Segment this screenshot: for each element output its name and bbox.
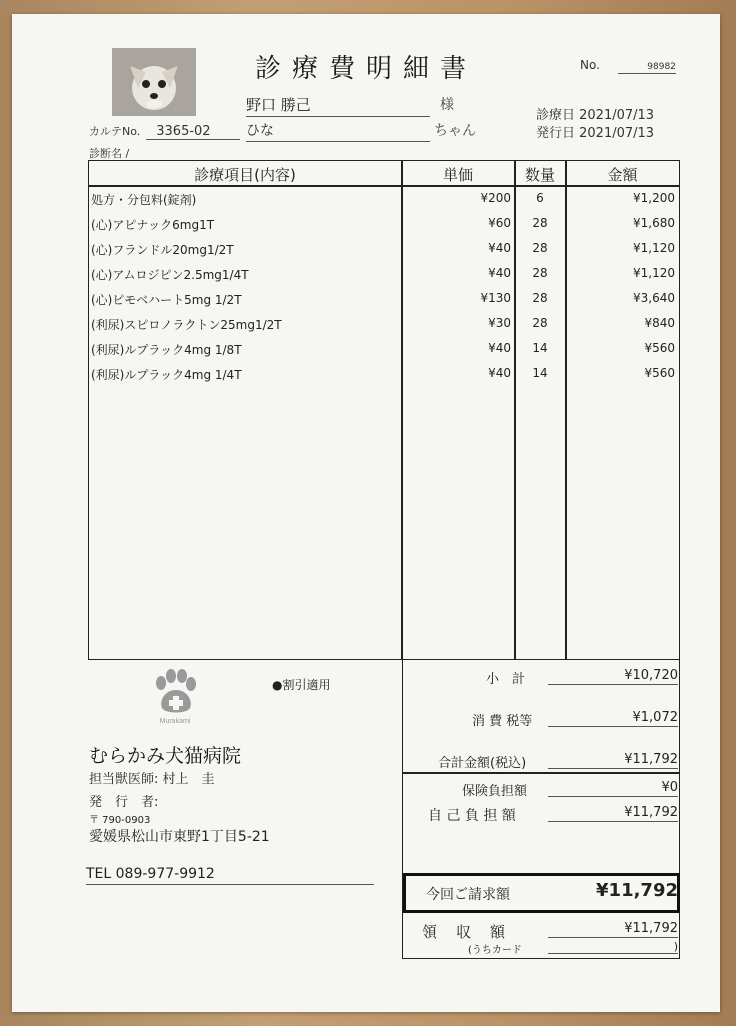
header-divider [89, 185, 679, 187]
card-close: ) [548, 940, 678, 954]
row-item: (心)アムロジピン2.5mg1/4T [91, 268, 249, 282]
row-item: 処方・分包料(錠剤) [91, 193, 197, 207]
owner-suffix: 様 [440, 97, 454, 113]
subtotal-label: 小 計 [486, 672, 526, 687]
self-pay-value: ¥11,792 [548, 805, 678, 822]
table-row [89, 364, 679, 389]
card-label: (うちカード [468, 945, 522, 956]
header-price: 単価 [442, 166, 473, 184]
self-pay-label: 自 己 負 担 額 [428, 808, 516, 824]
document-number [580, 58, 676, 74]
tax-label: 消 費 税等 [472, 714, 533, 729]
row-qty: 28 [532, 316, 548, 330]
row-price: ¥40 [488, 241, 511, 255]
table-row [89, 289, 679, 314]
row-qty: 28 [532, 241, 548, 255]
total-label: 合計金額(税込) [438, 756, 527, 771]
table-row [89, 339, 679, 364]
insurance-value: ¥0 [548, 780, 678, 797]
number-value: 98982 [618, 62, 676, 74]
clinic-name: むらかみ犬猫病院 [89, 745, 242, 767]
billed-label: 今回ご請求額 [426, 887, 510, 903]
subtotal-value: ¥10,720 [548, 668, 678, 685]
postal-code: 〒 790-0903 [89, 815, 151, 826]
header-amount: 金額 [607, 166, 638, 184]
tax-value: ¥1,072 [548, 710, 678, 727]
issuer-label: 発 行 者: [89, 795, 159, 810]
vet-name: 担当獣医師: 村上 圭 [89, 772, 215, 787]
issue-date: 発行日 2021/07/13 [536, 126, 655, 141]
row-amount: ¥1,120 [633, 241, 675, 255]
row-amount: ¥560 [644, 341, 675, 355]
pet-photo [112, 48, 196, 116]
row-amount: ¥840 [644, 316, 675, 330]
row-price: ¥40 [488, 366, 511, 380]
logo-text: Murakami [159, 718, 191, 725]
table-row [89, 189, 679, 214]
row-amount: ¥3,640 [633, 291, 675, 305]
table-row [89, 239, 679, 264]
row-qty: 14 [532, 366, 548, 380]
row-qty: 28 [532, 266, 548, 280]
row-amount: ¥1,120 [633, 266, 675, 280]
karte-value: 3365-02 [146, 124, 240, 140]
summary-divider [403, 772, 679, 774]
row-item: (心)ピモベハート5mg 1/2T [91, 293, 242, 307]
karte-label: カルテNo. [89, 125, 141, 138]
row-item: (利尿)スピロノラクトン25mg1/2T [91, 318, 282, 332]
row-item: (利尿)ルプラック4mg 1/8T [91, 343, 242, 357]
row-amount: ¥560 [644, 366, 675, 380]
row-price: ¥30 [488, 316, 511, 330]
row-price: ¥130 [480, 291, 511, 305]
row-qty: 28 [532, 216, 548, 230]
received-label: 領 収 額 [422, 923, 508, 941]
header-qty: 数量 [524, 166, 555, 184]
diagnosis-label: 診断名 / [89, 147, 130, 160]
table-row [89, 314, 679, 339]
billed-value: ¥11,792 [596, 880, 678, 901]
karte-number [89, 123, 240, 140]
row-item: (心)アピナック6mg1T [91, 218, 215, 232]
number-label: No. [580, 58, 600, 72]
total-value: ¥11,792 [548, 752, 678, 769]
row-item: (心)フランドル20mg1/2T [91, 243, 234, 257]
received-value: ¥11,792 [548, 921, 678, 938]
table-row [89, 214, 679, 239]
visit-date: 診療日 2021/07/13 [536, 108, 655, 123]
row-item: (利尿)ルプラック4mg 1/4T [91, 368, 242, 382]
paw-logo-icon [150, 668, 200, 726]
row-price: ¥60 [488, 216, 511, 230]
row-amount: ¥1,200 [633, 191, 675, 205]
row-price: ¥40 [488, 266, 511, 280]
owner-name: 野口 勝己 [246, 94, 430, 117]
pet-suffix: ちゃん [434, 123, 476, 139]
document-title: 診療費明細書 [255, 54, 478, 84]
treatment-table [88, 160, 680, 660]
clinic-address: 愛媛県松山市東野1丁目5-21 [89, 829, 270, 845]
insurance-label: 保険負担額 [462, 784, 528, 799]
row-price: ¥200 [480, 191, 511, 205]
row-qty: 14 [532, 341, 548, 355]
discount-note: ●割引適用 [272, 678, 331, 692]
row-qty: 6 [536, 191, 544, 205]
row-price: ¥40 [488, 341, 511, 355]
clinic-tel: TEL 089-977-9912 [86, 866, 374, 885]
header-item: 診療項目(内容) [194, 166, 296, 184]
table-row [89, 264, 679, 289]
pet-name: ひな [246, 120, 430, 142]
row-amount: ¥1,680 [633, 216, 675, 230]
row-qty: 28 [532, 291, 548, 305]
